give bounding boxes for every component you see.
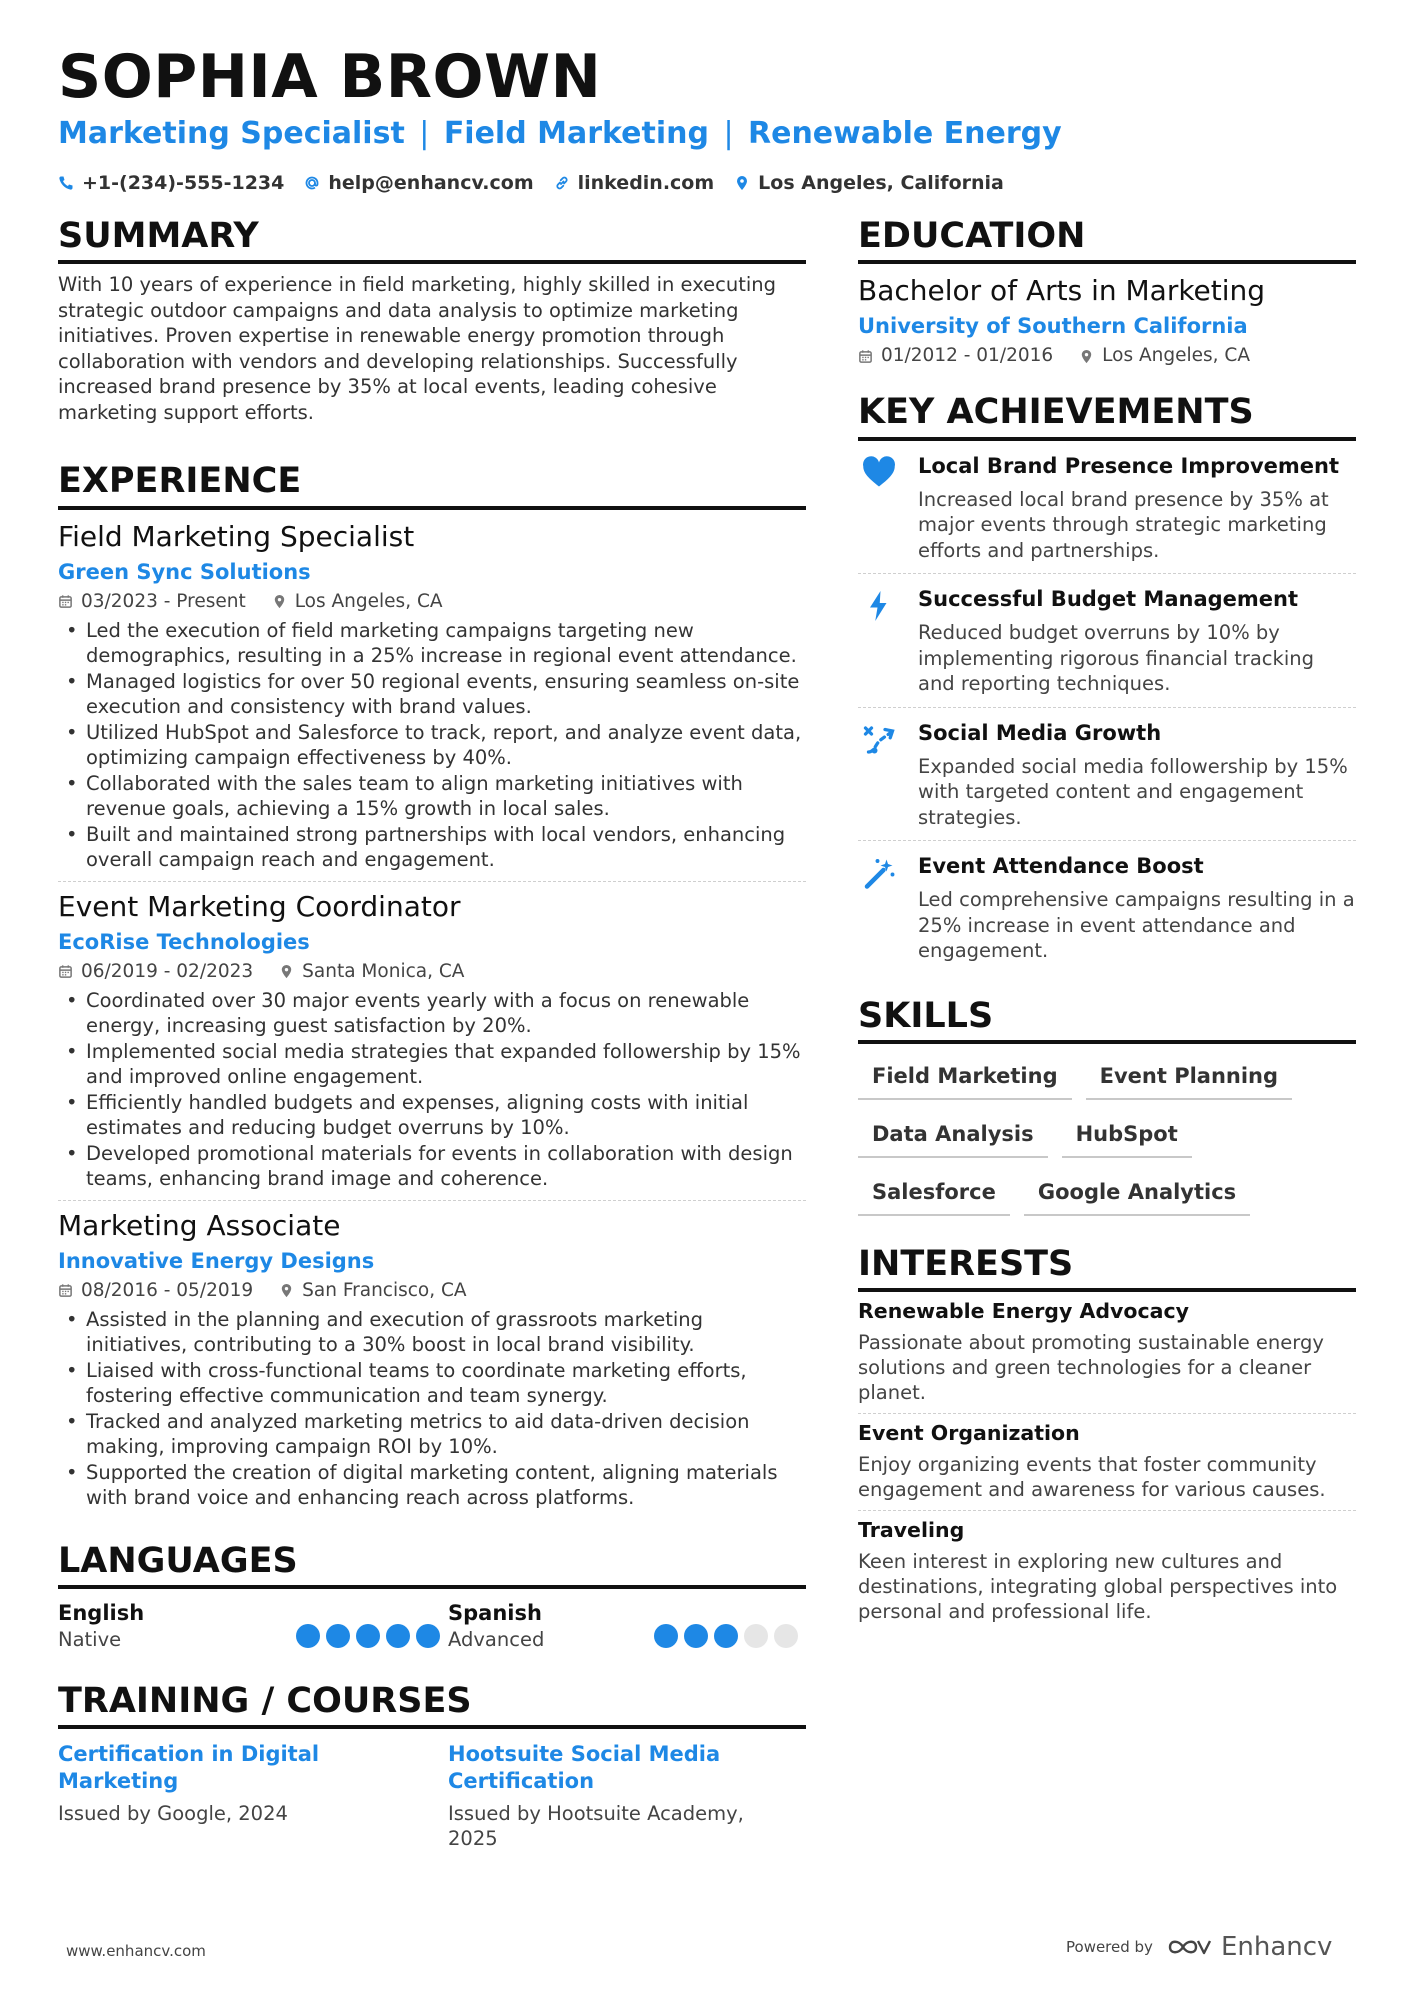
language-item <box>448 1599 806 1653</box>
job-bullets <box>58 1307 806 1511</box>
achievement-desc: Led comprehensive campaigns resulting in a 25% increase in event attendance and engagement. <box>918 888 1355 962</box>
location-pin-icon <box>272 594 287 609</box>
achievements-heading: KEY ACHIEVEMENTS <box>858 392 1356 440</box>
interest-item <box>858 1413 1356 1510</box>
course-title: Hootsuite Social Media Certification <box>448 1742 721 1793</box>
achievement-desc: Reduced budget overruns by 10% by implementing rigorous financial tracking and reporting techniques. <box>918 621 1314 695</box>
rating-dot <box>386 1624 410 1648</box>
course-item <box>58 1741 448 1851</box>
job-dates-text: 08/2016 - 05/2019 <box>81 1279 254 1301</box>
rating-dot <box>684 1624 708 1648</box>
job-dates <box>58 1279 253 1303</box>
interest-item <box>858 1292 1356 1413</box>
job-dates-text: 03/2023 - Present <box>81 590 246 612</box>
interest-title: Traveling <box>858 1518 965 1542</box>
course-item <box>448 1741 806 1851</box>
calendar-icon <box>858 349 873 364</box>
achievement-item <box>858 441 1356 574</box>
calendar-icon <box>58 964 73 979</box>
job-bullet: • Tracked and analyzed marketing metrics to aid data-driven decision making, improving campaign ROI by 10%. <box>58 1409 806 1460</box>
rating-dot <box>774 1624 798 1648</box>
job-bullet: • Managed logistics for over 50 regional events, ensuring seamless on-site execution and consistency with brand values. <box>58 669 806 720</box>
job-meta <box>58 1279 806 1303</box>
link-icon <box>554 175 570 191</box>
job-bullet: • Developed promotional materials for events in collaboration with design teams, enhancing brand image and coherence. <box>58 1141 806 1192</box>
right-column <box>858 216 1356 1632</box>
job-title: Marketing Associate <box>58 1208 341 1242</box>
job-bullet: • Collaborated with the sales team to align marketing initiatives with revenue goals, achieving a 15% growth in local sales. <box>58 771 806 822</box>
language-level: Advanced <box>448 1627 545 1651</box>
education-heading: EDUCATION <box>858 216 1356 264</box>
location-text: Los Angeles, California <box>758 172 1004 194</box>
job-location-text: Santa Monica, CA <box>302 960 465 982</box>
company-name: EcoRise Technologies <box>58 929 310 954</box>
achievement-item <box>858 840 1356 974</box>
education-meta <box>858 344 1356 368</box>
rating-dot <box>416 1624 440 1648</box>
rating-dot <box>296 1624 320 1648</box>
contact-email[interactable] <box>304 172 533 194</box>
job-title: Event Marketing Coordinator <box>58 889 461 923</box>
job-bullet: • Assisted in the planning and execution of grassroots marketing initiatives, contributing to a 30% boost in local brand visibility. <box>58 1307 806 1358</box>
link-text: linkedin.com <box>577 172 715 194</box>
job-meta <box>58 960 806 984</box>
skills-list <box>858 1056 1356 1216</box>
languages-heading: LANGUAGES <box>58 1541 806 1589</box>
achievement-item <box>858 573 1356 707</box>
phone-icon <box>58 175 74 191</box>
powered-by-label: Powered by <box>1066 1938 1153 1956</box>
achievement-title: Event Attendance Boost <box>918 854 1204 878</box>
job-location-text: San Francisco, CA <box>302 1279 467 1301</box>
training-heading: TRAINING / COURSES <box>58 1681 806 1729</box>
achievement-item <box>858 707 1356 841</box>
achievements-list <box>858 441 1356 974</box>
education-dates <box>858 344 1053 368</box>
skill-tag: Event Planning <box>1086 1056 1292 1100</box>
headline-separator: | <box>723 116 734 151</box>
language-rating <box>296 1599 448 1653</box>
skill-tag: HubSpot <box>1062 1114 1192 1158</box>
skills-heading: SKILLS <box>858 996 1356 1044</box>
job-bullet: • Led the execution of field marketing campaigns targeting new demographics, resulting in a 25% increase in regional event attendance. <box>58 618 806 669</box>
rating-dot <box>356 1624 380 1648</box>
degree-title: Bachelor of Arts in Marketing <box>858 274 1266 308</box>
rating-dot <box>326 1624 350 1648</box>
heart-icon <box>861 455 897 491</box>
company-name: Innovative Energy Designs <box>58 1248 375 1273</box>
rating-dot <box>654 1624 678 1648</box>
calendar-icon <box>58 1283 73 1298</box>
headline-title-3: Renewable Energy <box>748 116 1062 151</box>
lightning-icon <box>861 588 897 624</box>
language-name: Spanish <box>448 1600 542 1625</box>
language-item <box>58 1599 448 1653</box>
course-title: Certification in Digital Marketing <box>58 1742 320 1793</box>
phone-text: +1-(234)-555-1234 <box>82 172 285 194</box>
headline-separator: | <box>419 116 430 151</box>
job-title: Field Marketing Specialist <box>58 519 415 553</box>
language-rating <box>654 1599 806 1653</box>
summary-text: With 10 years of experience in field marketing, highly skilled in executing strategic outdoor campaigns and data analysis to optimize marketing initiatives. Proven expertise in renewable energy promotion through collaboration with vendors and developing relationships. Successfully increased brand presence by 35% at local events, leading cohesive marketing support efforts. <box>58 273 777 424</box>
courses-list <box>58 1741 806 1851</box>
job-dates-text: 06/2019 - 02/2023 <box>81 960 254 982</box>
contact-location <box>734 172 1004 194</box>
enhancv-logo-icon <box>1167 1935 1213 1959</box>
job-bullet: • Implemented social media strategies that expanded followership by 15% and improved online engagement. <box>58 1039 806 1090</box>
summary-heading: SUMMARY <box>58 216 806 264</box>
interest-title: Renewable Energy Advocacy <box>858 1299 1189 1323</box>
achievement-title: Successful Budget Management <box>918 587 1298 611</box>
job-bullets <box>58 618 806 873</box>
job-entry <box>58 520 806 881</box>
interest-desc: Keen interest in exploring new cultures and destinations, integrating global perspectives into personal and professional life. <box>858 1550 1338 1623</box>
brand-name: Enhancv <box>1220 1932 1333 1962</box>
achievement-title: Social Media Growth <box>918 720 1162 745</box>
job-dates <box>58 960 253 984</box>
skill-tag: Google Analytics <box>1024 1172 1250 1216</box>
interest-title: Event Organization <box>858 1421 1080 1445</box>
job-bullet: • Built and maintained strong partnerships with local vendors, enhancing overall campaign reach and engagement. <box>58 822 806 873</box>
languages-list <box>58 1599 806 1653</box>
location-pin-icon <box>279 1283 294 1298</box>
headline <box>58 116 1062 151</box>
left-column <box>58 216 806 1851</box>
achievement-desc: Increased local brand presence by 35% at major events through strategic marketing efforts and partnerships. <box>918 487 1329 562</box>
job-location <box>279 1279 466 1303</box>
interest-item <box>858 1510 1356 1632</box>
job-bullet: • Supported the creation of digital marketing content, aligning materials with brand voice and enhancing reach across platforms. <box>58 1460 806 1511</box>
skill-tag: Salesforce <box>858 1172 1010 1216</box>
headline-title-1: Marketing Specialist <box>58 116 405 151</box>
job-meta <box>58 590 806 614</box>
job-bullet: • Liaised with cross-functional teams to coordinate marketing efforts, fostering effective communication and team synergy. <box>58 1358 806 1409</box>
brand-logo <box>1167 1932 1332 1962</box>
contact-phone[interactable] <box>58 172 284 194</box>
language-name: English <box>58 1600 145 1625</box>
location-pin-icon <box>734 175 750 191</box>
headline-title-2: Field Marketing <box>443 116 709 151</box>
strategy-icon <box>861 722 897 758</box>
at-icon <box>304 175 320 191</box>
interests-list <box>858 1292 1356 1632</box>
education-dates-text: 01/2012 - 01/2016 <box>881 345 1054 367</box>
job-entry <box>58 1200 806 1519</box>
skill-tag: Data Analysis <box>858 1114 1048 1158</box>
job-location <box>279 960 464 984</box>
experience-list <box>58 520 806 1519</box>
course-issuer: Issued by Google, 2024 <box>58 1802 288 1825</box>
rating-dot <box>714 1624 738 1648</box>
job-bullet: • Coordinated over 30 major events yearly with a focus on renewable energy, increasing guest satisfaction by 20%. <box>58 988 806 1039</box>
calendar-icon <box>58 594 73 609</box>
achievement-title: Local Brand Presence Improvement <box>918 453 1340 478</box>
job-bullets <box>58 988 806 1192</box>
education-location <box>1079 344 1250 368</box>
job-entry <box>58 881 806 1200</box>
contact-bar <box>58 170 1004 196</box>
job-dates <box>58 590 246 614</box>
school-name: University of Southern California <box>858 314 1248 339</box>
job-bullet: • Efficiently handled budgets and expenses, aligning costs with initial estimates and reducing budget overruns by 10%. <box>58 1090 806 1141</box>
magic-wand-icon <box>861 855 897 891</box>
footer-branding[interactable] <box>1066 1932 1332 1962</box>
education-location-text: Los Angeles, CA <box>1102 345 1250 367</box>
location-pin-icon <box>279 964 294 979</box>
interest-desc: Passionate about promoting sustainable energy solutions and green technologies for a cleaner planet. <box>858 1331 1324 1404</box>
contact-link[interactable] <box>554 172 715 194</box>
course-issuer: Issued by Hootsuite Academy, 2025 <box>448 1802 744 1850</box>
language-level: Native <box>58 1627 122 1651</box>
job-location-text: Los Angeles, CA <box>294 590 443 612</box>
achievement-desc: Expanded social media followership by 15% with targeted content and engagement strategies. <box>918 754 1348 829</box>
candidate-name: SOPHIA BROWN <box>58 42 602 112</box>
footer-website[interactable]: www.enhancv.com <box>66 1942 206 1960</box>
job-bullet: • Utilized HubSpot and Salesforce to track, report, and analyze event data, optimizing campaign effectiveness by 40%. <box>58 720 806 771</box>
skill-tag: Field Marketing <box>858 1056 1072 1100</box>
experience-heading: EXPERIENCE <box>58 461 806 509</box>
interest-desc: Enjoy organizing events that foster community engagement and awareness for various causes. <box>858 1453 1326 1501</box>
company-name: Green Sync Solutions <box>58 559 311 584</box>
job-location <box>272 590 443 614</box>
interests-heading: INTERESTS <box>858 1244 1356 1292</box>
rating-dot <box>744 1624 768 1648</box>
location-pin-icon <box>1079 349 1094 364</box>
email-text: help@enhancv.com <box>328 172 534 194</box>
